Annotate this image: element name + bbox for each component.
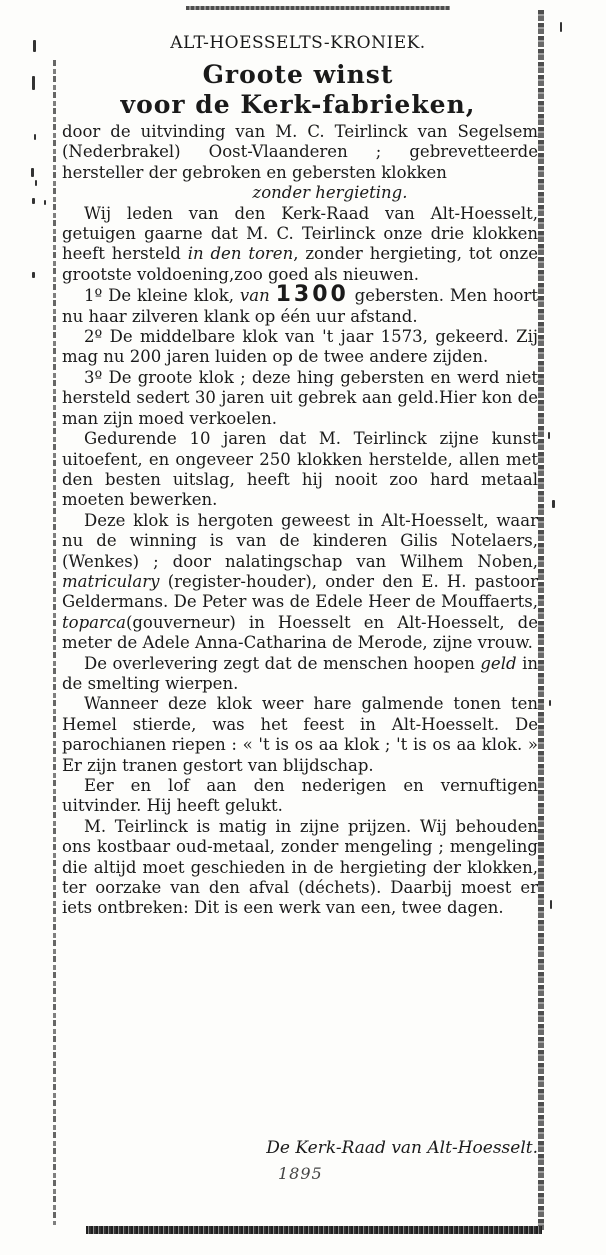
intro-tagline: zonder hergieting. xyxy=(252,183,408,203)
praise-paragraph: Eer en lof aan den nederigen en vernuftigen uitvinder. Hij heeft gelukt. xyxy=(62,776,538,816)
pricing-paragraph: M. Teirlinck is matig in zijne prijzen. Wij behouden ons kostbaar oud-metaal, zonder mengeling ; mengeling die altijd moet geschieden in de hergieting der klokken, ter oorzake van den afval (déchets). Daarbij moest er iets ontbreken: Dit is een werk van een, twee dagen. xyxy=(62,816,538,918)
emphasis-in-den-toren: in den toren xyxy=(187,244,294,264)
year-1300: 1300 xyxy=(275,282,349,308)
right-column-border xyxy=(538,10,544,1230)
headline-line-2: voor de Kerk-fabrieken, xyxy=(120,90,476,119)
intro-paragraph: door de uitvinding van M. C. Teirlinck van Segelsem (Nederbrakel) Oost-Vlaanderen ; gebrevetteerde hersteller der gebroken en gebersten klokken xyxy=(62,122,538,182)
testimony-paragraph: Wij leden van den Kerk-Raad van Alt-Hoesselt, getuigen gaarne dat M. C. Teirlinck onze drie klokken heeft hersteld in den toren, zonder hergieting, tot onze grootste voldoening,zoo goed als nieuwen. xyxy=(62,203,538,284)
section-kicker: ALT-HOESSELTS-KRONIEK. xyxy=(170,33,426,53)
item-small-bell: 1º De kleine klok, van 1300 gebersten. Men hoort nu haar zilveren klank op één uur afstand. xyxy=(62,282,539,326)
article-body xyxy=(62,122,538,919)
top-rule xyxy=(186,6,450,10)
item-large-bell: 3º De groote klok ; deze hing gebersten en werd niet hersteld sedert 30 jaren uit gebrek aan geld.Hier kon de man zijn moed verkoelen. xyxy=(62,367,538,428)
experience-paragraph: Gedurende 10 jaren dat M. Teirlinck zijne kunst uitoefent, en ongeveer 250 klokken herstelde, allen met den besten uitslag, heeft hij nooit zoo hard metaal moeten bewerken. xyxy=(62,429,538,510)
handwritten-number: 1895 xyxy=(278,1164,323,1183)
tradition-paragraph: De overlevering zegt dat de menschen hoopen geld in de smelting wierpen. xyxy=(62,653,538,693)
headline-line-1: Groote winst xyxy=(202,60,394,89)
bottom-rule xyxy=(86,1226,542,1234)
signature: De Kerk-Raad van Alt-Hoesselt. xyxy=(266,1138,538,1158)
celebration-paragraph: Wanneer deze klok weer hare galmende tonen ten Hemel stierde, was het feest in Alt-Hoesselt. De parochianen riepen : « 't is os aa klok ; 't is os aa klok. » Er zijn tranen gestort van blijdschap. xyxy=(62,694,538,775)
left-column-border xyxy=(53,60,56,1225)
item-middle-bell: 2º De middelbare klok van 't jaar 1573, gekeerd. Zij mag nu 200 jaren luiden op de twee andere zijden. xyxy=(62,327,538,367)
history-paragraph: Deze klok is hergoten geweest in Alt-Hoesselt, waar nu de winning is van de kinderen Gilis Notelaers, (Wenkes) ; door nalatingschap van Wilhem Noben, matriculary (register-houder), onder den E. H. pastoor Geldermans. De Peter was de Edele Heer de Mouffaerts, toparca(gouverneur) in Hoesselt en Alt-Hoesselt, de meter de Adele Anna-Catharina de Merode, zijne vrouw. xyxy=(62,510,538,653)
